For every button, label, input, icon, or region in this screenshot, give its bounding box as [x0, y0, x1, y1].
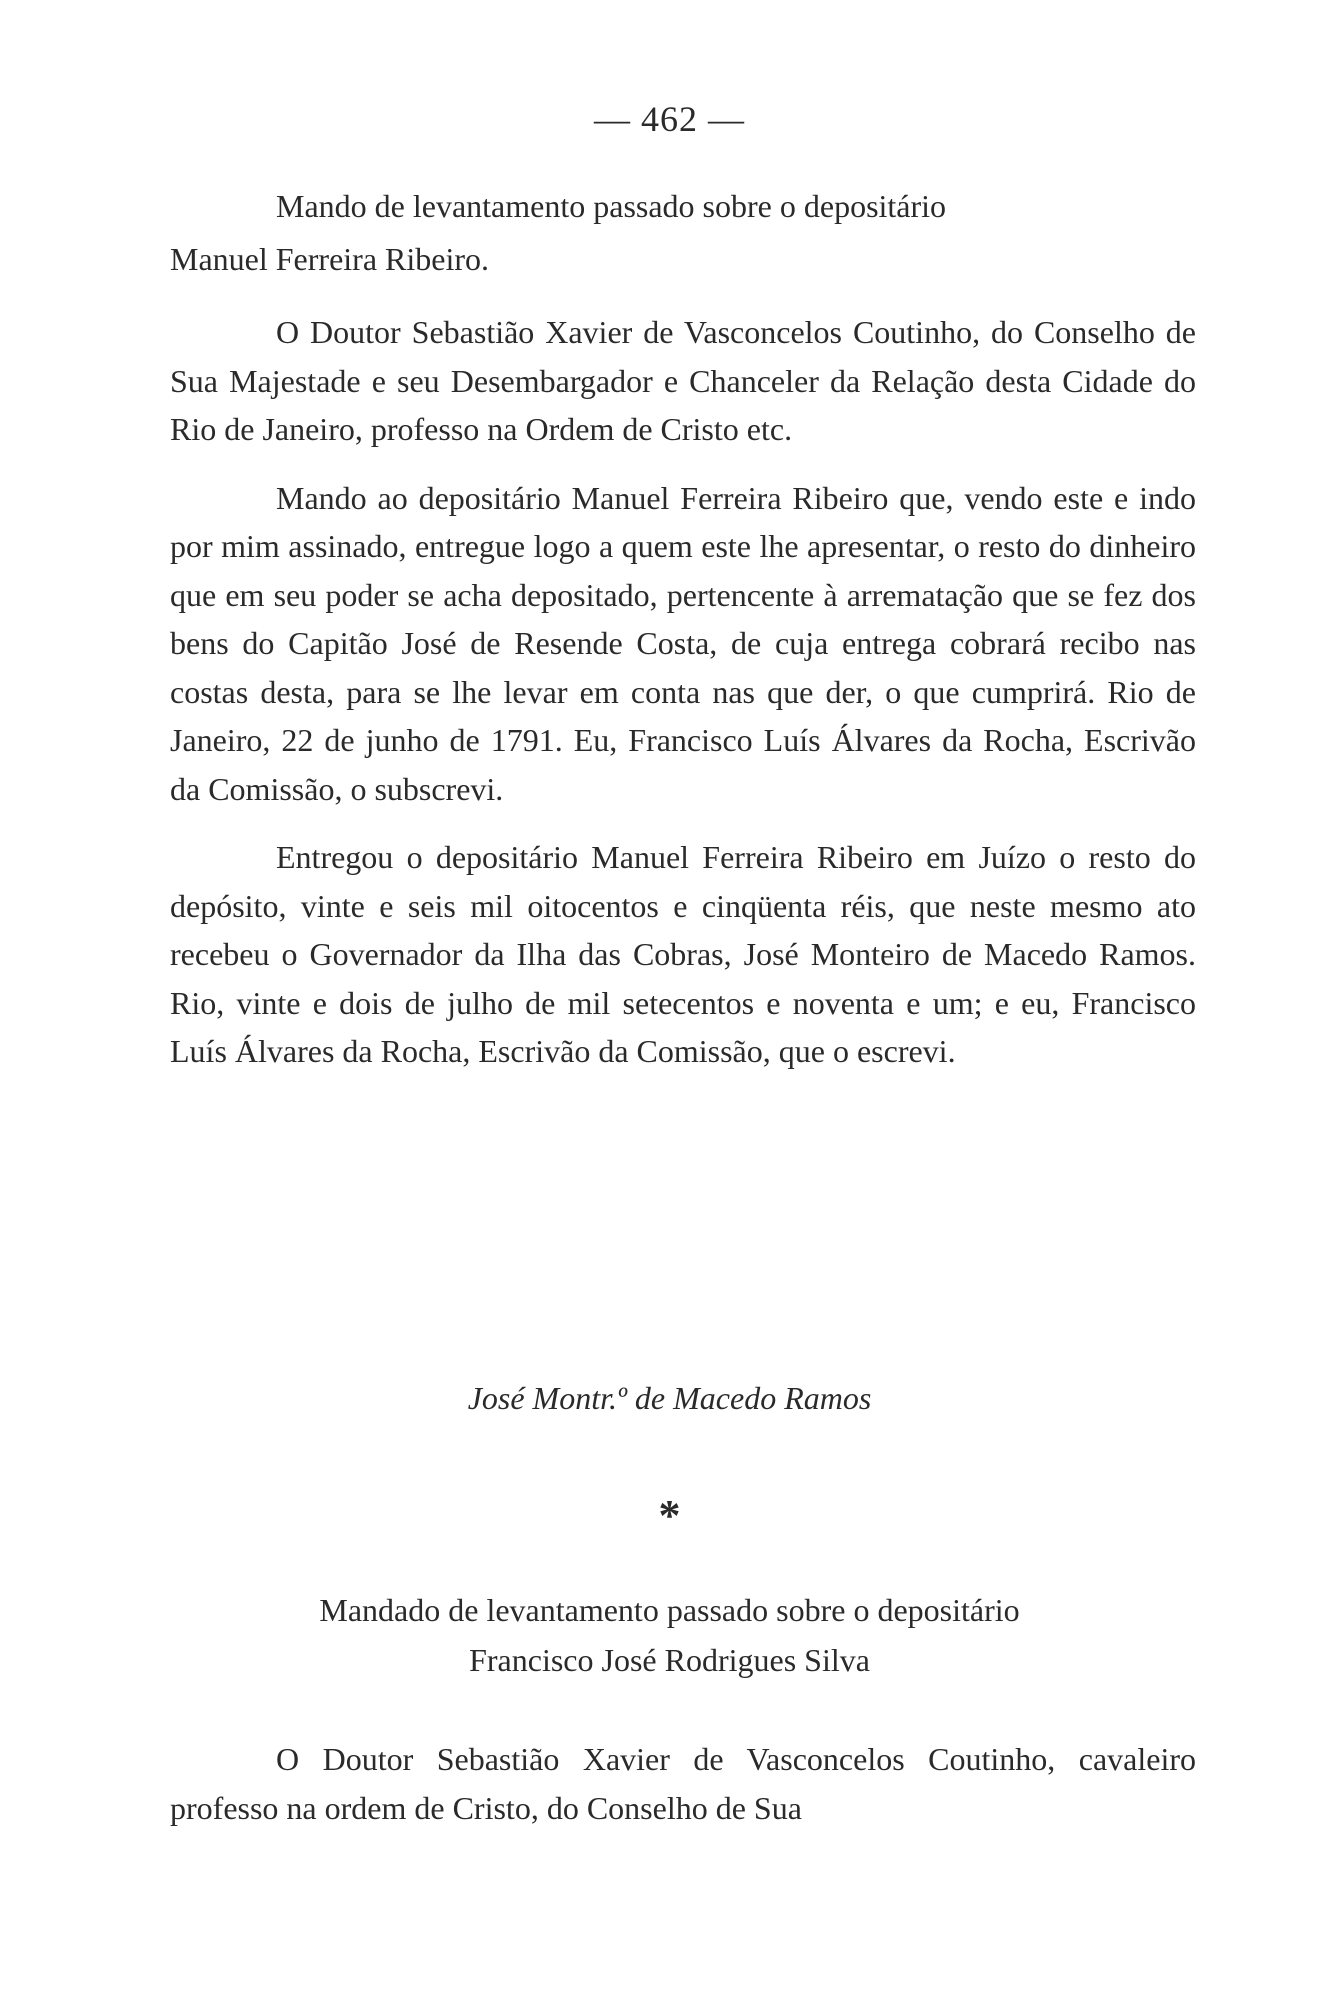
page-number: — 462 —: [594, 99, 745, 139]
section-1-paragraph-2: Mando ao depositário Manuel Ferreira Ribeiro que, vendo este e indo por mim assinado, entregue logo a quem este lhe apresentar, o resto do dinheiro que em seu poder se acha depositado, pertencente à arrematação que se fez dos bens do Capitão José de Resende Costa, de cuja entrega cobrará recibo nas costas desta, para se lhe levar em conta nas que der, o que cumprirá. Rio de Janeiro, 22 de junho de 1791. Eu, Francisco Luís Álvares da Rocha, Escrivão da Comissão, o subscrevi.: [170, 479, 1196, 807]
section-2-paragraph-1: O Doutor Sebastião Xavier de Vasconcelos Coutinho, cavaleiro professo na ordem de Cristo, do Conselho de Sua: [170, 1741, 1196, 1826]
section-2-heading-line-2: Francisco José Rodrigues Silva: [469, 1642, 870, 1678]
section-1-title-line-1: Mando de levantamento passado sobre o depositário: [276, 188, 947, 224]
section-1-paragraph-1: O Doutor Sebastião Xavier de Vasconcelos Coutinho, do Conselho de Sua Majestade e seu Desembargador e Chanceler da Relação desta Cidade do Rio de Janeiro, professo na Ordem de Cristo etc.: [170, 314, 1196, 447]
section-1-body: [170, 180, 1196, 1076]
section-1-paragraph-3: Entregou o depositário Manuel Ferreira Ribeiro em Juízo o resto do depósito, vinte e seis mil oitocentos e cinqüenta réis, que neste mesmo ato recebeu o Governador da Ilha das Cobras, José Monteiro de Macedo Ramos. Rio, vinte e dois de julho de mil setecentos e noventa e um; e eu, Francisco Luís Álvares da Rocha, Escrivão da Comissão, que o escrevi.: [170, 839, 1196, 1069]
section-1-title-line-2: Manuel Ferreira Ribeiro.: [170, 241, 489, 277]
signature: José Montr.º de Macedo Ramos: [467, 1380, 872, 1416]
section-1-title: [170, 180, 1196, 286]
section-2-body: [170, 1735, 1196, 1832]
section-2-heading: [0, 1585, 1339, 1685]
section-2-heading-line-1: Mandado de levantamento passado sobre o depositário: [319, 1592, 1020, 1628]
section-separator: *: [658, 1491, 681, 1540]
